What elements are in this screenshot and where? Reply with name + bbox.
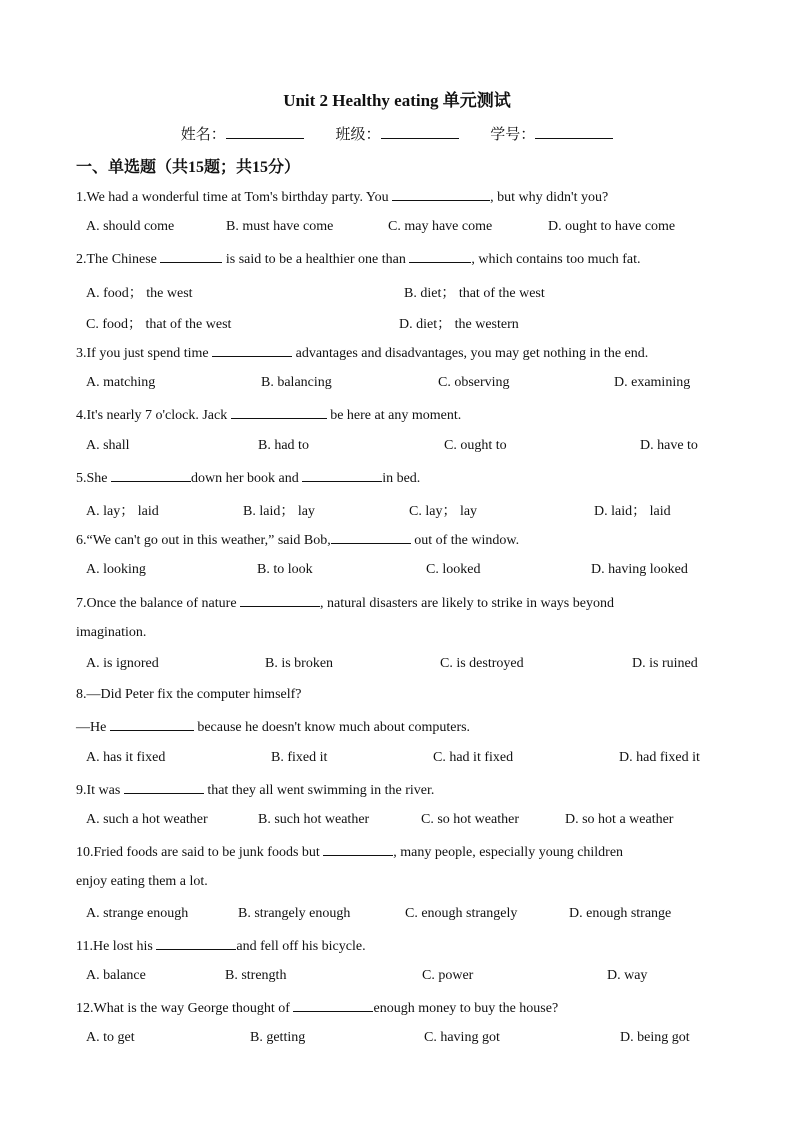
class-label: 班级： xyxy=(335,127,381,143)
options-row xyxy=(86,562,726,582)
question-stem-continued: imagination. xyxy=(76,625,147,640)
options-row xyxy=(86,750,726,770)
answer-blank[interactable] xyxy=(231,406,327,419)
answer-blank[interactable] xyxy=(156,937,236,950)
answer-blank[interactable] xyxy=(240,594,320,607)
option-b[interactable]: B. strength xyxy=(225,968,287,983)
options-row xyxy=(86,375,726,395)
option-d[interactable]: D. diet； the western xyxy=(399,317,519,332)
answer-blank[interactable] xyxy=(392,188,490,201)
option-a[interactable]: A. balance xyxy=(86,968,146,983)
answer-blank[interactable] xyxy=(409,250,471,263)
class-field xyxy=(335,123,458,144)
student-info-row xyxy=(0,123,794,144)
question-stem: 7.Once the balance of nature , natural disasters are likely to strike in ways beyond xyxy=(76,596,614,611)
name-field xyxy=(181,123,304,144)
option-b[interactable]: B. is broken xyxy=(265,656,334,671)
option-b[interactable]: B. must have come xyxy=(226,219,334,234)
options-row xyxy=(86,906,726,926)
option-c[interactable]: C. food； that of the west xyxy=(86,317,232,332)
question-stem-continued: —He because he doesn't know much about computers. xyxy=(76,720,471,735)
options-row xyxy=(86,968,726,988)
answer-blank[interactable] xyxy=(323,843,393,856)
question-stem: 4.It's nearly 7 o'clock. Jack be here at any moment. xyxy=(76,408,462,423)
option-a[interactable]: A. food； the west xyxy=(86,286,193,301)
options-row xyxy=(86,812,726,832)
option-a[interactable]: A. shall xyxy=(86,438,130,453)
answer-blank[interactable] xyxy=(331,531,411,544)
answer-blank[interactable] xyxy=(111,469,191,482)
options-row xyxy=(86,313,726,333)
option-a[interactable]: A. looking xyxy=(86,562,146,577)
answer-blank[interactable] xyxy=(212,344,292,357)
name-blank[interactable] xyxy=(226,126,304,139)
question-stem: 6.“We can't go out in this weather,” said Bob, out of the window. xyxy=(76,533,520,548)
option-b[interactable]: B. laid； lay xyxy=(243,504,315,519)
question-stem-continued: enjoy eating them a lot. xyxy=(76,874,208,889)
section-heading: 一、单选题（共15题；共15分） xyxy=(76,159,301,176)
option-a[interactable]: A. is ignored xyxy=(86,656,159,671)
option-b[interactable]: B. balancing xyxy=(261,375,332,390)
option-d[interactable]: D. have to xyxy=(640,438,698,453)
option-d[interactable]: D. is ruined xyxy=(632,656,698,671)
question-stem: 1.We had a wonderful time at Tom's birthday party. You , but why didn't you? xyxy=(76,190,609,205)
option-c[interactable]: C. so hot weather xyxy=(421,812,519,827)
answer-blank[interactable] xyxy=(124,781,204,794)
question-stem: 8.—Did Peter fix the computer himself? xyxy=(76,687,302,702)
options-row xyxy=(86,1030,726,1050)
option-d[interactable]: D. way xyxy=(607,968,648,983)
option-d[interactable]: D. ought to have come xyxy=(548,219,676,234)
answer-blank[interactable] xyxy=(160,250,222,263)
options-row xyxy=(86,656,726,676)
options-row xyxy=(86,438,726,458)
option-b[interactable]: B. to look xyxy=(257,562,313,577)
option-c[interactable]: C. enough strangely xyxy=(405,906,518,921)
option-a[interactable]: A. should come xyxy=(86,219,175,234)
number-label: 学号： xyxy=(490,127,536,143)
option-b[interactable]: B. fixed it xyxy=(271,750,328,765)
option-d[interactable]: D. laid； laid xyxy=(594,504,671,519)
option-b[interactable]: B. such hot weather xyxy=(258,812,370,827)
name-label: 姓名： xyxy=(180,127,226,143)
question-stem: 12.What is the way George thought of enough money to buy the house? xyxy=(76,1001,559,1016)
options-row xyxy=(86,282,726,302)
option-d[interactable]: D. examining xyxy=(614,375,691,390)
option-c[interactable]: C. had it fixed xyxy=(433,750,514,765)
option-c[interactable]: C. may have come xyxy=(388,219,493,234)
question-stem: 2.The Chinese is said to be a healthier one than , which contains too much fat. xyxy=(76,252,641,267)
number-blank[interactable] xyxy=(535,126,613,139)
page-title: Unit 2 Healthy eating 单元测试 xyxy=(283,91,511,110)
option-b[interactable]: B. diet； that of the west xyxy=(404,286,545,301)
option-d[interactable]: D. so hot a weather xyxy=(565,812,674,827)
option-c[interactable]: C. lay； lay xyxy=(409,504,478,519)
option-c[interactable]: C. having got xyxy=(424,1030,500,1045)
option-d[interactable]: D. enough strange xyxy=(569,906,672,921)
options-row xyxy=(86,500,726,520)
option-d[interactable]: D. being got xyxy=(620,1030,690,1045)
option-c[interactable]: C. looked xyxy=(426,562,481,577)
option-a[interactable]: A. strange enough xyxy=(86,906,189,921)
option-c[interactable]: C. power xyxy=(422,968,474,983)
question-stem: 3.If you just spend time advantages and disadvantages, you may get nothing in the end. xyxy=(76,346,649,361)
option-a[interactable]: A. such a hot weather xyxy=(86,812,208,827)
option-c[interactable]: C. observing xyxy=(438,375,510,390)
number-field xyxy=(490,123,613,144)
option-d[interactable]: D. having looked xyxy=(591,562,688,577)
answer-blank[interactable] xyxy=(302,469,382,482)
question-stem: 11.He lost his and fell off his bicycle. xyxy=(76,939,366,954)
option-d[interactable]: D. had fixed it xyxy=(619,750,700,765)
class-blank[interactable] xyxy=(381,126,459,139)
question-stem: 10.Fried foods are said to be junk foods but , many people, especially young children xyxy=(76,845,624,860)
option-b[interactable]: B. getting xyxy=(250,1030,306,1045)
option-c[interactable]: C. is destroyed xyxy=(440,656,524,671)
question-stem: 9.It was that they all went swimming in the river. xyxy=(76,783,435,798)
option-c[interactable]: C. ought to xyxy=(444,438,507,453)
option-a[interactable]: A. matching xyxy=(86,375,156,390)
answer-blank[interactable] xyxy=(293,999,373,1012)
option-b[interactable]: B. strangely enough xyxy=(238,906,351,921)
option-a[interactable]: A. to get xyxy=(86,1030,135,1045)
option-a[interactable]: A. has it fixed xyxy=(86,750,166,765)
option-b[interactable]: B. had to xyxy=(258,438,309,453)
options-row xyxy=(86,219,726,239)
question-stem: 5.She down her book and in bed. xyxy=(76,471,421,486)
answer-blank[interactable] xyxy=(110,718,194,731)
option-a[interactable]: A. lay； laid xyxy=(86,504,159,519)
